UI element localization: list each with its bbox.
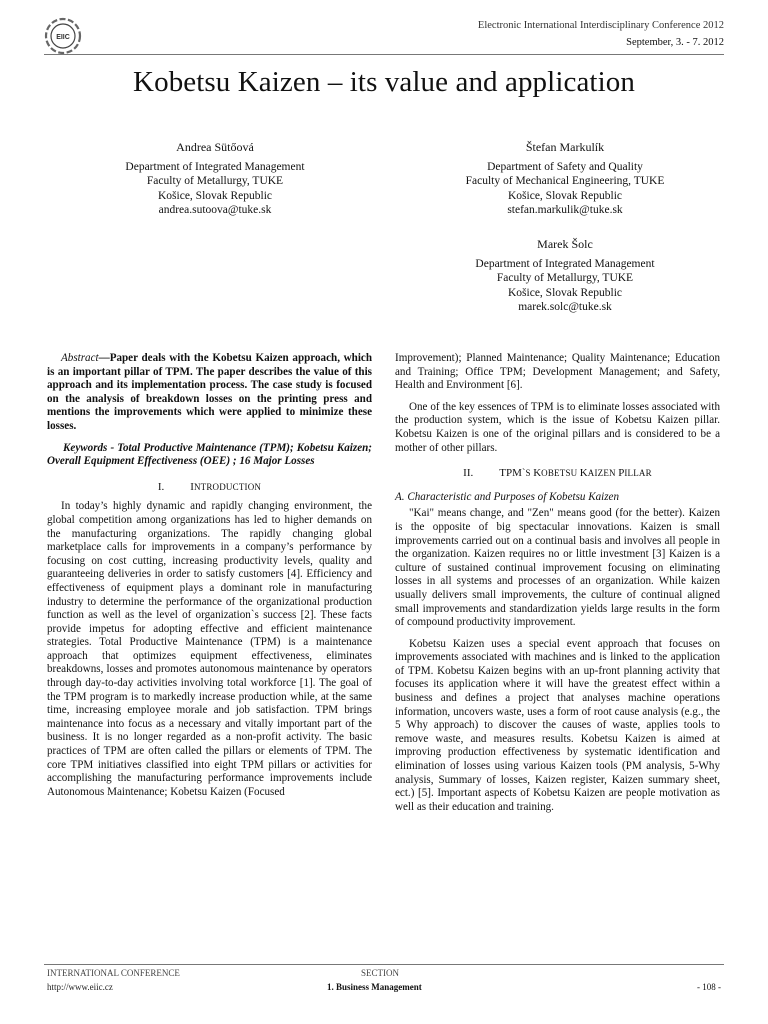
section-heading-introduction	[47, 481, 372, 495]
footer-section-name: 1. Business Management	[327, 982, 422, 992]
paper-title: Kobetsu Kaizen – its value and application	[133, 66, 635, 98]
section-title-first: I	[190, 480, 194, 493]
footer-conference: INTERNATIONAL CONFERENCE	[47, 968, 180, 978]
author-faculty: Faculty of Metallurgy, TUKE	[496, 272, 634, 284]
author-city: Košice, Slovak Republic	[507, 286, 623, 299]
author-block-1	[70, 140, 360, 218]
subsection-heading: A. Characteristic and Purposes of Kobetsu Kaizen	[395, 490, 620, 503]
section-title-part: ILLAR	[624, 468, 652, 479]
author-block-3	[420, 237, 710, 315]
header-divider	[44, 54, 724, 55]
section-number: I.	[157, 480, 165, 493]
author-dept: Department of Safety and Quality	[487, 160, 643, 173]
section-number: II.	[463, 467, 474, 480]
footer-section-label: SECTION	[361, 968, 399, 978]
header-conference: Electronic International Interdisciplinary Conference 2012	[477, 20, 724, 31]
footer-divider	[44, 964, 724, 965]
author-faculty: Faculty of Mechanical Engineering, TUKE	[465, 175, 665, 187]
abstract-label: Abstract	[61, 352, 99, 364]
page-number: - 108 -	[697, 982, 721, 992]
paragraph-kobetsu-approach: Kobetsu Kaizen uses a special event approach that focuses on improvements associated with machines and is linked to the application of TPM. Kobetsu Kaizen begins with an up-front planning activity that focuses its application where it will have the greatest effect within a business and defines a project that analyses machine operations information, uncovers waste, uses a form of root cause analysis (e.g., the 5 Why approach) to discover the causes of waste, applies tools to remove waste, and measures results. Kobetsu Kaizen is aimed at improving production effectiveness by systematic identification and elimination of losses using various Kaizen tools (PM analysis, 5-Why analysis, Summary of losses, Kaizen register, Kaizen summary sheet, ect.) [5]. Important aspects of Kobetsu Kaizen are people motivation as well as their education and training.	[395, 637, 720, 813]
section-title-part: P	[618, 467, 625, 480]
section-title-part: OBETSU	[541, 468, 580, 479]
author-email[interactable]: andrea.sutoova@tuke.sk	[158, 204, 272, 216]
author-name: Andrea Sütőová	[176, 140, 254, 154]
author-name: Marek Šolc	[537, 237, 593, 251]
introduction-text: In today’s highly dynamic and rapidly changing environment, the global competition among organizations has led to higher demands on the manufacturing organizations. The rapidly changing global marketplace calls for improvements in a company’s performance by focusing on cost cutting, increasing productivity levels, quality and guaranteeing deliveries in order to satisfy customers [4]. Efficiency and effectiveness of equipment plays a dominant role in manufacturing industry to determine the performance of the organizational production function as well as the level of organization`s success [2]. These facts provide impetus for adopting effective and efficient maintenance strategies. Total Productive Maintenance (TPM) is a maintenance approach that optimizes equipment effectiveness, eliminates breakdowns, losses and promotes autonomous maintenance by operators through day-to-day activities involving total workforce [1]. The goal of the TPM program is to markedly increase production while, at the same time, increasing employee morale and job satisfaction. TPM brings maintenance into focus as a necessary and vitally important part of the business. It is no longer regarded as a non-profit activity. The basic practices of TPM are often called the pillars or elements of TPM. The core TPM initiatives classified into eight TPM pillars or activities for accomplishing the manufacturing performance improvements include Autonomous Maintenance; Kobetsu Kaizen (Focused	[47, 500, 372, 798]
keywords: Keywords - Total Productive Maintenance (TPM); Kobetsu Kaizen; Overall Equipment Effectiveness (OEE) ; 16 Major Losses	[47, 441, 372, 468]
section-title-part: K	[533, 467, 542, 480]
left-column	[47, 352, 372, 799]
author-dept: Department of Integrated Management	[125, 160, 305, 173]
section-title-part: AIZEN	[587, 468, 619, 479]
footer-url[interactable]: http://www.eiic.cz	[47, 982, 113, 992]
author-block-2	[420, 140, 710, 218]
continuation-text: Improvement); Planned Maintenance; Quality Maintenance; Education and Training; Office TPM; Development Management; and Safety, Health and Environment [6].	[395, 352, 720, 392]
section-title-part: TPM`	[499, 467, 526, 480]
abstract-text: —Paper deals with the Kobetsu Kaizen approach, which is an important pillar of TPM. The paper describes the value of this approach and its implementation process. The case study is focused on the analysis of breakdown losses on the printing press and mentions the improvements which were applied to minimize these losses.	[47, 352, 372, 432]
author-email[interactable]: stefan.markulik@tuke.sk	[507, 204, 623, 216]
author-email[interactable]: marek.solc@tuke.sk	[518, 301, 612, 313]
author-city: Košice, Slovak Republic	[507, 189, 623, 202]
paragraph-tpm-losses: One of the key essences of TPM is to eliminate losses associated with the production system, which is the issue of Kobetsu Kaizen pillar. Kobetsu Kaizen is one of the original pillars and is considered to be a mother of other pillars.	[395, 400, 720, 454]
conference-logo	[44, 17, 82, 55]
header-date: September, 3. - 7. 2012	[626, 37, 724, 48]
author-city: Košice, Slovak Republic	[157, 189, 273, 202]
section-title-part: K	[579, 467, 588, 480]
section-title-rest: NTRODUCTION	[193, 481, 262, 492]
section-heading-kobetsu	[395, 467, 720, 481]
logo-text: EIIC	[56, 34, 70, 41]
right-column	[395, 352, 720, 814]
section-title-part: S	[525, 468, 534, 479]
abstract	[47, 352, 372, 434]
author-dept: Department of Integrated Management	[475, 257, 655, 270]
author-name: Štefan Markulík	[525, 140, 605, 154]
author-faculty: Faculty of Metallurgy, TUKE	[146, 175, 284, 187]
paragraph-kaizen-definition: "Kai" means change, and "Zen" means good (for the better). Kaizen is the opposite of big spectacular innovations. Kaizen is small improvements carried out on a continual basis and involves all people in the organization. Kaizen requires no or little investment [3] Kaizen is a culture of sustained continual improvement focusing on eliminating losses in all systems and processes of an organization. While kaizen usually delivers small improvements, the culture of continual aligned small improvements and standardization yields large results in the form of compound productivity improvement.	[395, 507, 720, 629]
